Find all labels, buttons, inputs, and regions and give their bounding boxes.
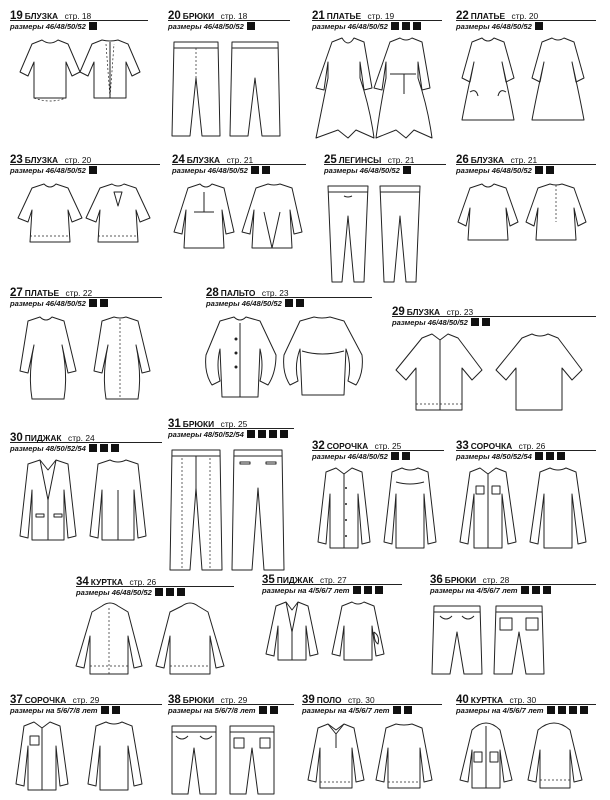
- item-sizes: [456, 706, 588, 718]
- size-square: [259, 706, 267, 714]
- size-square: [580, 706, 588, 714]
- item-sizes: [456, 22, 543, 34]
- item-number: 35: [262, 574, 275, 586]
- jacket-sketch: [456, 722, 596, 794]
- item-category: БЛУЗКА: [470, 155, 505, 165]
- item-page: стр. 18: [220, 11, 248, 21]
- size-square: [112, 706, 120, 714]
- size-square: [375, 586, 383, 594]
- sizes-label: размеры на 4/5/6/7 лет: [430, 586, 518, 595]
- size-square: [402, 452, 410, 460]
- item-page: стр. 25: [374, 441, 402, 451]
- item-number: 22: [456, 10, 469, 22]
- size-square: [532, 586, 540, 594]
- item-sizes: [302, 706, 412, 718]
- item-header: [312, 6, 442, 21]
- item-sizes: [262, 586, 383, 598]
- item-number: 37: [10, 694, 23, 706]
- size-square: [391, 452, 399, 460]
- item-header: [456, 150, 596, 165]
- item-page: стр. 28: [482, 575, 510, 585]
- item-header: [10, 283, 162, 298]
- size-square: [89, 444, 97, 452]
- item-number: 24: [172, 154, 185, 166]
- sizes-label: размеры 46/48/50/52: [456, 166, 532, 175]
- sizes-label: размеры на 5/6/7/8 лет: [10, 706, 98, 715]
- item-header: [206, 283, 372, 298]
- size-square: [403, 166, 411, 174]
- item-page: стр. 21: [226, 155, 254, 165]
- item-category: БРЮКИ: [182, 11, 215, 21]
- item-page: стр. 24: [68, 433, 95, 443]
- sizes-label: размеры 46/48/50/52: [168, 22, 244, 31]
- item-page: стр. 21: [387, 155, 415, 165]
- item-header: [168, 690, 294, 705]
- item-page: стр. 21: [510, 155, 538, 165]
- size-square: [269, 430, 277, 438]
- sizes-label: размеры 48/50/52/54: [456, 452, 532, 461]
- sizes-label: размеры 46/48/50/52: [172, 166, 248, 175]
- item-header: [76, 572, 234, 587]
- size-square: [285, 299, 293, 307]
- size-square: [177, 588, 185, 596]
- item-header: [262, 570, 402, 585]
- item-number: 26: [456, 154, 469, 166]
- item-number: 36: [430, 574, 443, 586]
- size-square: [402, 22, 410, 30]
- sizes-label: размеры 46/48/50/52: [10, 299, 86, 308]
- item-header: [430, 570, 596, 585]
- size-square: [569, 706, 577, 714]
- item-number: 27: [10, 287, 23, 299]
- shirt-sketch: [456, 468, 596, 558]
- size-square: [100, 299, 108, 307]
- item-category: БЛУЗКА: [24, 11, 59, 21]
- item-category: СОРОЧКА: [24, 695, 67, 705]
- item-number: 34: [76, 576, 89, 588]
- item-sizes: [10, 299, 108, 311]
- item-sizes: [456, 166, 554, 178]
- item-category: КУРТКА: [90, 577, 124, 587]
- trousers-sketch: [168, 722, 294, 796]
- item-number: 33: [456, 440, 469, 452]
- item-category: БРЮКИ: [182, 419, 215, 429]
- trousers-sketch: [168, 38, 288, 143]
- item-category: БЛУЗКА: [406, 307, 441, 317]
- item-page: стр. 20: [511, 11, 539, 21]
- item-number: 21: [312, 10, 325, 22]
- size-square: [413, 22, 421, 30]
- size-square: [166, 588, 174, 596]
- size-square: [404, 706, 412, 714]
- coat-sketch: [206, 315, 372, 405]
- item-sizes: [312, 22, 421, 34]
- item-sizes: [324, 166, 411, 178]
- size-square: [89, 166, 97, 174]
- item-category: СОРОЧКА: [326, 441, 369, 451]
- item-page: стр. 26: [518, 441, 546, 451]
- size-square: [535, 166, 543, 174]
- size-square: [521, 586, 529, 594]
- sizes-label: размеры 48/50/52/54: [10, 444, 86, 453]
- size-square: [543, 586, 551, 594]
- size-square: [482, 318, 490, 326]
- size-square: [353, 586, 361, 594]
- size-square: [557, 452, 565, 460]
- item-category: БЛУЗКА: [186, 155, 221, 165]
- size-square: [547, 706, 555, 714]
- size-square: [364, 586, 372, 594]
- item-page: стр. 22: [65, 288, 93, 298]
- item-page: стр. 20: [64, 155, 92, 165]
- sizes-label: размеры 46/48/50/52: [312, 22, 388, 31]
- item-number: 31: [168, 418, 181, 430]
- item-category: ПОЛО: [316, 695, 342, 705]
- sizes-label: размеры 46/48/50/52: [456, 22, 532, 31]
- item-header: [456, 690, 596, 705]
- item-category: КУРТКА: [470, 695, 504, 705]
- item-category: БРЮКИ: [182, 695, 215, 705]
- item-sizes: [172, 166, 270, 178]
- size-square: [535, 22, 543, 30]
- item-sizes: [10, 22, 97, 34]
- item-category: СОРОЧКА: [470, 441, 513, 451]
- item-sizes: [206, 299, 304, 311]
- sizes-label: размеры 46/48/50/52: [76, 588, 152, 597]
- sizes-label: размеры 46/48/50/52: [10, 166, 86, 175]
- item-number: 38: [168, 694, 181, 706]
- item-header: [10, 150, 160, 165]
- blouse-sketch: [10, 182, 160, 252]
- item-header: [168, 6, 290, 21]
- size-square: [270, 706, 278, 714]
- item-category: ПЛАТЬЕ: [470, 11, 506, 21]
- blouse-sketch: [10, 38, 150, 118]
- item-page: стр. 25: [220, 419, 248, 429]
- item-page: стр. 23: [446, 307, 474, 317]
- item-number: 30: [10, 432, 23, 444]
- item-header: [312, 436, 444, 451]
- item-category: ПИДЖАК: [276, 575, 314, 585]
- size-square: [111, 444, 119, 452]
- item-header: [456, 436, 596, 451]
- shirt-sketch: [10, 722, 160, 794]
- item-header: [324, 150, 446, 165]
- item-page: стр. 23: [261, 288, 289, 298]
- item-sizes: [10, 166, 97, 178]
- item-category: БЛУЗКА: [24, 155, 59, 165]
- item-category: ПИДЖАК: [24, 433, 62, 443]
- item-number: 28: [206, 287, 219, 299]
- item-category: ЛЕГИНСЫ: [338, 155, 382, 165]
- sizes-label: размеры на 4/5/6/7 лет: [302, 706, 390, 715]
- trousers-sketch: [430, 602, 596, 682]
- size-square: [89, 22, 97, 30]
- sizes-label: размеры на 5/6/7/8 лет: [168, 706, 256, 715]
- item-page: стр. 18: [64, 11, 92, 21]
- item-number: 20: [168, 10, 181, 22]
- sizes-label: размеры 46/48/50/52: [206, 299, 282, 308]
- item-category: ПАЛЬТО: [220, 288, 256, 298]
- size-square: [280, 430, 288, 438]
- leggings-sketch: [324, 182, 434, 290]
- size-square: [393, 706, 401, 714]
- item-category: ПЛАТЬЕ: [326, 11, 362, 21]
- jacket-sketch: [76, 604, 234, 679]
- size-square: [247, 430, 255, 438]
- sizes-label: размеры 46/48/50/52: [312, 452, 388, 461]
- item-sizes: [10, 706, 120, 718]
- sizes-label: размеры на 4/5/6/7 лет: [456, 706, 544, 715]
- item-sizes: [430, 586, 551, 598]
- item-number: 19: [10, 10, 23, 22]
- item-sizes: [168, 430, 288, 442]
- item-sizes: [392, 318, 490, 330]
- blouse-sketch: [456, 182, 596, 252]
- item-number: 39: [302, 694, 315, 706]
- item-sizes: [312, 452, 410, 464]
- sizes-label: размеры на 4/5/6/7 лет: [262, 586, 350, 595]
- item-header: [302, 690, 442, 705]
- item-sizes: [76, 588, 185, 600]
- sizes-label: размеры 48/50/52/54: [168, 430, 244, 439]
- item-page: стр. 29: [220, 695, 248, 705]
- sizes-label: размеры 46/48/50/52: [10, 22, 86, 31]
- item-sizes: [10, 444, 119, 456]
- jacket-sketch: [10, 460, 160, 560]
- item-number: 23: [10, 154, 23, 166]
- item-header: [168, 414, 294, 429]
- size-square: [89, 299, 97, 307]
- item-sizes: [168, 22, 255, 34]
- size-square: [546, 452, 554, 460]
- item-category: БРЮКИ: [444, 575, 477, 585]
- item-number: 29: [392, 306, 405, 318]
- item-page: стр. 30: [509, 695, 537, 705]
- size-square: [546, 166, 554, 174]
- sizes-label: размеры 46/48/50/52: [392, 318, 468, 327]
- item-header: [456, 6, 596, 21]
- shirt-sketch: [312, 468, 444, 558]
- size-square: [251, 166, 259, 174]
- item-page: стр. 30: [347, 695, 375, 705]
- item-sizes: [456, 452, 565, 464]
- item-page: стр. 27: [320, 575, 347, 585]
- item-page: стр. 19: [367, 11, 395, 21]
- item-header: [10, 6, 148, 21]
- item-number: 32: [312, 440, 325, 452]
- size-square: [155, 588, 163, 596]
- item-category: ПЛАТЬЕ: [24, 288, 60, 298]
- blouse-sketch: [392, 334, 596, 414]
- item-number: 40: [456, 694, 469, 706]
- size-square: [535, 452, 543, 460]
- dress-sketch: [312, 38, 452, 148]
- dress-sketch: [456, 38, 596, 133]
- size-square: [101, 706, 109, 714]
- sizes-label: размеры 46/48/50/52: [324, 166, 400, 175]
- item-number: 25: [324, 154, 337, 166]
- item-page: стр. 29: [72, 695, 100, 705]
- item-header: [10, 690, 162, 705]
- size-square: [262, 166, 270, 174]
- size-square: [471, 318, 479, 326]
- size-square: [391, 22, 399, 30]
- item-header: [392, 302, 596, 317]
- size-square: [296, 299, 304, 307]
- item-header: [10, 428, 162, 443]
- item-page: стр. 26: [129, 577, 157, 587]
- size-square: [558, 706, 566, 714]
- jacket-sketch: [262, 602, 402, 672]
- trousers-sketch: [168, 446, 294, 576]
- item-sizes: [168, 706, 278, 718]
- blouse-sketch: [172, 182, 312, 257]
- polo-sketch: [302, 722, 442, 794]
- size-square: [258, 430, 266, 438]
- dress-sketch: [10, 315, 160, 405]
- size-square: [100, 444, 108, 452]
- size-square: [247, 22, 255, 30]
- item-header: [172, 150, 306, 165]
